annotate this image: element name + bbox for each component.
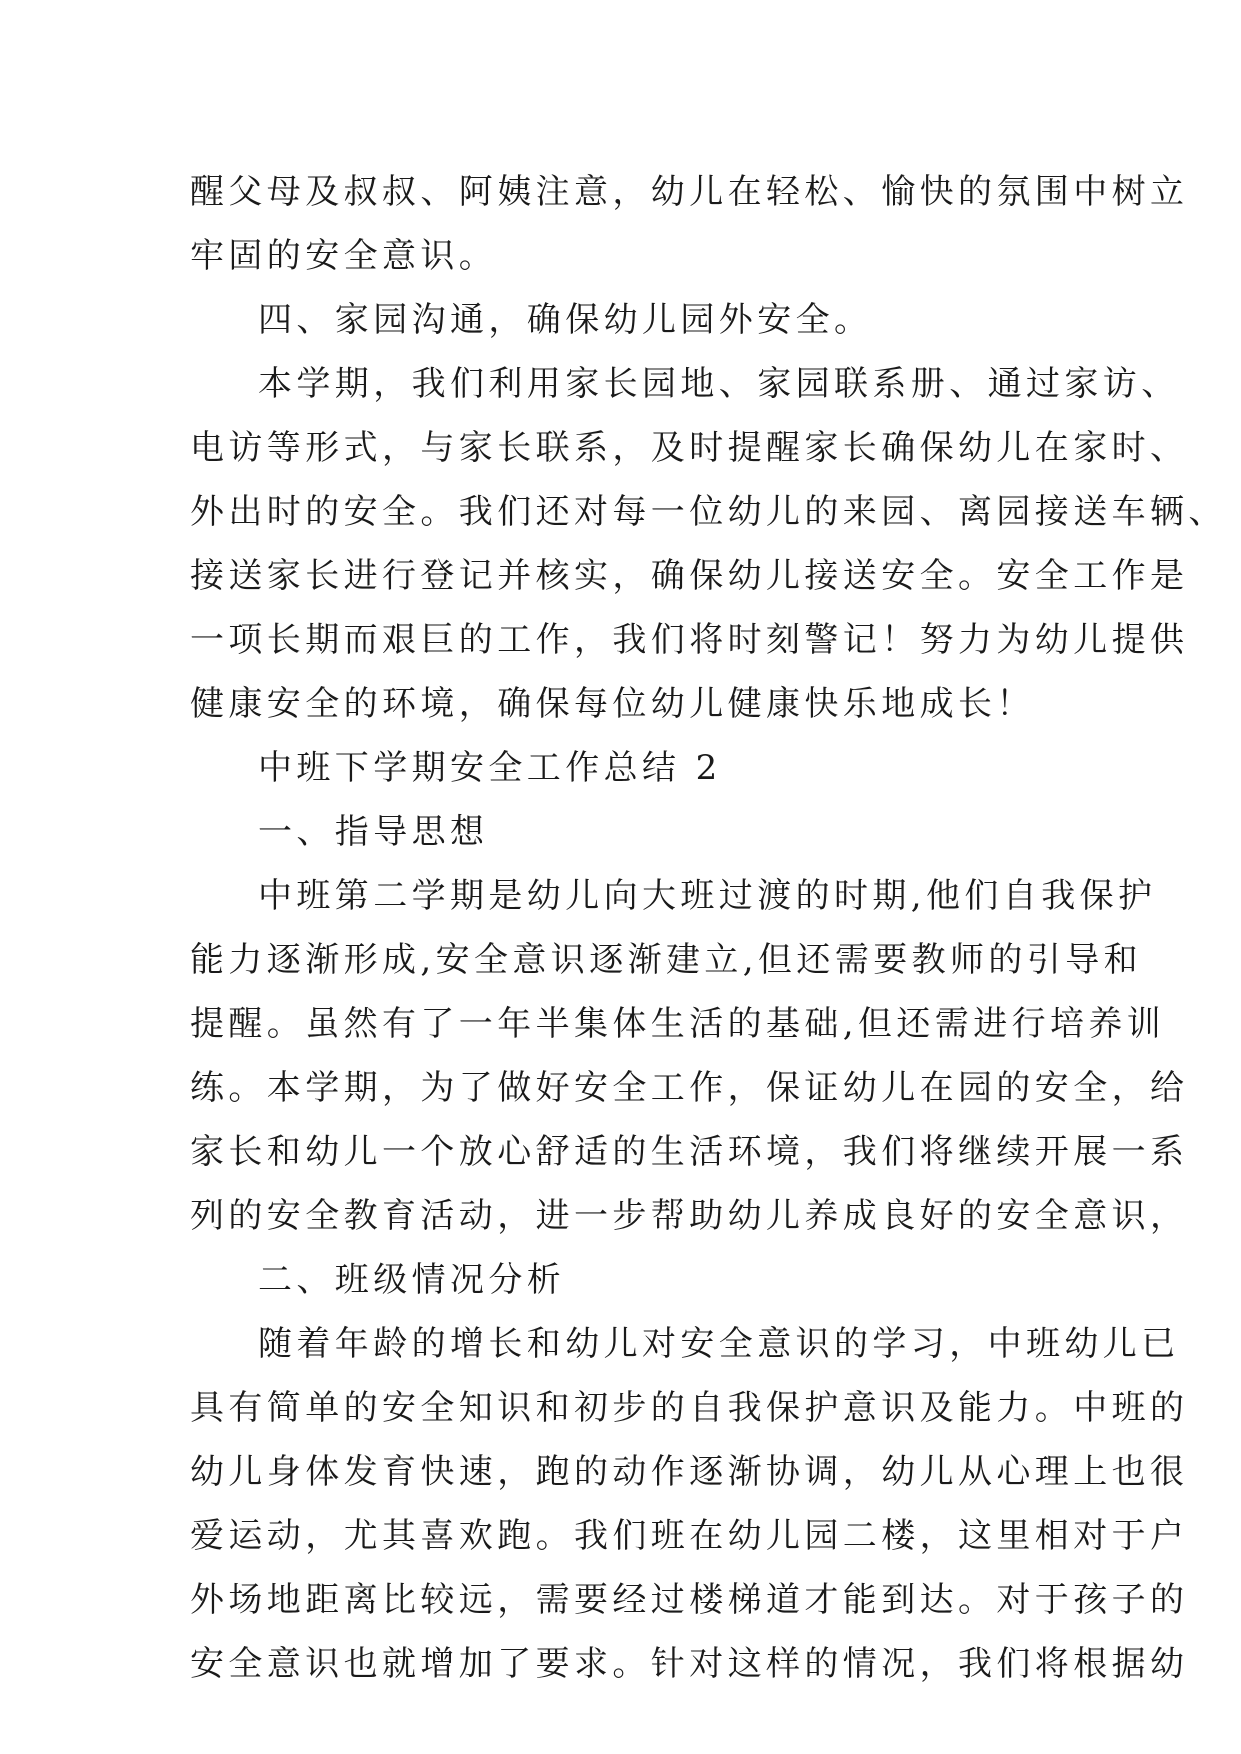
text-line: 电访等形式，与家长联系，及时提醒家长确保幼儿在家时、 [190,428,1189,468]
section-heading: 二、班级情况分析 [258,1260,566,1300]
text-line: 外出时的安全。我们还对每一位幼儿的来园、离园接送车辆、 [190,492,1227,532]
text-line: 健康安全的环境，确保每位幼儿健康快乐地成长！ [190,684,1035,724]
text-line: 中班第二学期是幼儿向大班过渡的时期,他们自我保护 [258,876,1157,916]
text-line: 安全意识也就增加了要求。针对这样的情况，我们将根据幼 [190,1644,1189,1684]
section-heading: 一、指导思想 [258,812,489,852]
text-line: 练。本学期，为了做好安全工作，保证幼儿在园的安全，给 [190,1068,1189,1108]
text-line: 爱运动，尤其喜欢跑。我们班在幼儿园二楼，这里相对于户 [190,1516,1189,1556]
text-line: 提醒。虽然有了一年半集体生活的基础,但还需进行培养训 [190,1004,1166,1044]
document-title: 中班下学期安全工作总结 2 [258,748,722,788]
text-line: 随着年龄的增长和幼儿对安全意识的学习，中班幼儿已 [258,1324,1180,1364]
document-body [190,160,1227,1696]
text-line: 牢固的安全意识。 [190,236,498,276]
text-line: 家长和幼儿一个放心舒适的生活环境，我们将继续开展一系 [190,1132,1189,1172]
text-line: 本学期，我们利用家长园地、家园联系册、通过家访、 [258,364,1180,404]
text-line: 外场地距离比较远，需要经过楼梯道才能到达。对于孩子的 [190,1580,1189,1620]
text-line: 具有简单的安全知识和初步的自我保护意识及能力。中班的 [190,1388,1189,1428]
text-line: 醒父母及叔叔、阿姨注意，幼儿在轻松、愉快的氛围中树立 [190,172,1189,212]
text-line: 一项长期而艰巨的工作，我们将时刻警记！努力为幼儿提供 [190,620,1189,660]
text-line: 能力逐渐形成,安全意识逐渐建立,但还需要教师的引导和 [190,940,1143,980]
section-heading: 四、家园沟通，确保幼儿园外安全。 [258,300,873,340]
text-line: 幼儿身体发育快速，跑的动作逐渐协调，幼儿从心理上也很 [190,1452,1189,1492]
text-line: 接送家长进行登记并核实，确保幼儿接送安全。安全工作是 [190,556,1189,596]
text-line: 列的安全教育活动，进一步帮助幼儿养成良好的安全意识， [190,1196,1189,1236]
